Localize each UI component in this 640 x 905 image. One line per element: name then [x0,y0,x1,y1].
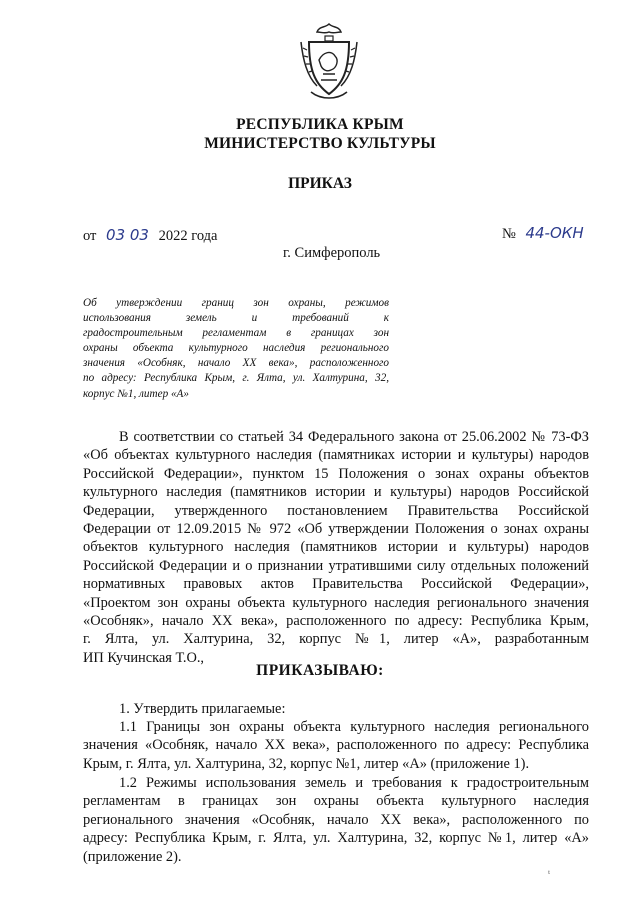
item-line: 1. Утвердить прилагаемые: [119,701,286,717]
preamble-line: Российской Федерации и о признании утратившими силу отдельных положений [83,557,589,574]
preamble-line: культурного наследия (памятников истории и культуры) народов Российской [83,484,589,501]
preamble-line: нормативных правовых актов Правительства Российской Федерации», [83,576,589,593]
handwritten-number: 44-ОКН [525,224,584,242]
item-line: адресу: Республика Крым, г. Ялта, ул. Халтурина, 32, корпус №1, литер «А» [83,830,589,847]
preamble-line: г. Ялта, ул. Халтурина, 32, корпус №1, литер «А», разработанным [83,631,589,648]
preamble-line: В соответствии со статьей 34 Федерального закона от 25.06.2002 № 73-ФЗ [119,429,589,445]
subject-line: корпус №1, литер «А» [83,387,189,400]
subject-line: значения «Особняк, начало XX века», расположенного [83,357,389,370]
document-title: ПРИКАЗ [288,175,352,192]
item-line: (приложение 2). [83,848,182,865]
item-line: 1.2 Режимы использования земель и требования к градостроительным [119,775,589,791]
preamble-line: Российской Федерации», пунктом 15 Положения о зонах охраны объектов [83,465,589,482]
city: г. Симферополь [283,245,381,261]
date-line [83,226,217,245]
preamble-line: «Особняк», начало XX века», расположенного по адресу: Республика Крым, [83,613,589,630]
item-line: регионального значения «Особняк, начало XX века», расположенного по [83,811,589,828]
item-line: значения «Особняк, начало XX века», расположенного по адресу: Республика [83,737,589,754]
crimea-coat-of-arms-emblem [297,20,361,102]
preamble-line: «Проектом зон охраны объекта культурного наследия регионального значения [83,594,589,611]
subject-line: градостроительным регламентам в границах зон [83,327,389,340]
order-word: ПРИКАЗЫВАЮ: [256,662,384,679]
corner-mark: ᵗ [548,868,551,880]
subject-line: Об утверждении границ зон охраны, режимов [83,297,389,309]
preamble-line: ИП Кучинская Т.О., [83,649,205,666]
subject-line: охраны объекта культурного наследия регионального [83,342,389,355]
subject-block [83,296,389,402]
subject-line: использования земель и требований к [83,312,389,325]
item-line: 1.1 Границы зон охраны объекта культурного наследия регионального [119,719,589,735]
date-prefix: от [83,228,97,244]
item-1 [83,700,589,718]
item-line: Крым, г. Ялта, ул. Халтурина, 32, корпус №1, литер «А» (приложение 1). [83,755,530,772]
republic-heading: РЕСПУБЛИКА КРЫМ [236,116,404,133]
preamble-line: Федерации, утвержденного постановлением Правительства Российской [83,502,589,519]
preamble-line: «Об объектах культурного наследия (памятниках истории и культуры) народов [83,447,589,464]
subject-line: по адресу: Республика Крым, г. Ялта, ул. Халтурина, 32, [83,372,389,385]
item-line: регламентам в границах зон охраны объекта культурного наследия [83,793,589,810]
handwritten-date: 03 03 [106,226,149,244]
date-year: 2022 года [158,228,218,244]
order-number-line [502,224,590,243]
preamble-line: объектов культурного наследия (памятников истории и культуры) народов [83,539,589,556]
preamble-paragraph [83,428,589,667]
number-prefix: № [502,226,516,242]
item-1-2 [83,774,589,866]
item-1-1 [83,718,589,773]
preamble-line: Федерации от 12.09.2015 № 972 «Об утверждении Положения о зонах охраны [83,521,589,538]
ministry-heading: МИНИСТЕРСТВО КУЛЬТУРЫ [204,135,436,152]
